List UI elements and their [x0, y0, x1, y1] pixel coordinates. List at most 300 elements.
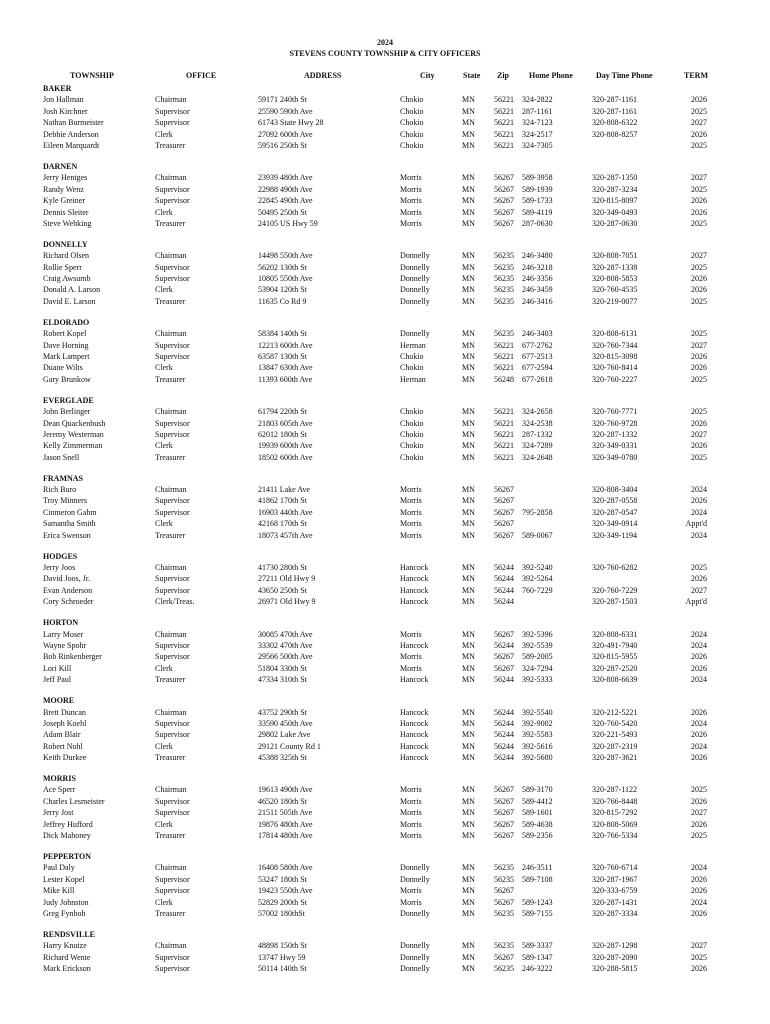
- officer-office: Supervisor: [155, 874, 190, 884]
- officer-office: Chairman: [155, 707, 187, 717]
- officer-row: [0, 819, 770, 830]
- officer-name: Dave Horning: [43, 340, 89, 350]
- officer-row: [0, 963, 770, 974]
- officer-name: Jon Hallman: [43, 95, 84, 105]
- officer-office: Supervisor: [155, 640, 190, 650]
- officer-day-phone: 320-349-1194: [592, 530, 638, 540]
- officer-term: Appt'd: [685, 597, 707, 607]
- officer-home-phone: 392-5680: [522, 753, 553, 763]
- officer-address: 33302 470th Ave: [258, 640, 313, 650]
- officer-state: MN: [462, 707, 475, 717]
- officer-address: 26971 Old Hwy 9: [258, 597, 316, 607]
- officer-term: 2024: [691, 485, 707, 495]
- officer-address: 42168 170th St: [258, 519, 307, 529]
- officer-address: 27211 Old Hwy 9: [258, 574, 316, 584]
- officer-city: Chokio: [400, 129, 424, 139]
- officer-term: 2027: [691, 585, 707, 595]
- officer-row: [0, 741, 770, 752]
- officer-home-phone: 392-5240: [522, 563, 553, 573]
- officer-state: MN: [462, 140, 475, 150]
- officer-city: Morris: [400, 785, 422, 795]
- officer-city: Chokio: [400, 118, 424, 128]
- officer-term: 2024: [691, 897, 707, 907]
- officer-home-phone: 589-4638: [522, 819, 553, 829]
- officer-term: 2024: [691, 640, 707, 650]
- officer-state: MN: [462, 585, 475, 595]
- officer-name: Josh Kirchner: [43, 106, 88, 116]
- officer-day-phone: 320-287-1431: [592, 897, 638, 907]
- officer-home-phone: 392-5540: [522, 707, 553, 717]
- officer-name: Judy Johnston: [43, 897, 89, 907]
- officer-term: 2025: [691, 262, 707, 272]
- officer-home-phone: 324-7294: [522, 663, 553, 673]
- officer-name: Gary Brunkow: [43, 374, 91, 384]
- officer-day-phone: 320-760-2227: [592, 374, 638, 384]
- officer-row: [0, 284, 770, 295]
- officer-term: 2025: [691, 407, 707, 417]
- officer-row: [0, 784, 770, 795]
- officer-day-phone: 320-287-1503: [592, 597, 638, 607]
- officer-zip: 56221: [494, 363, 514, 373]
- officer-home-phone: 392-5396: [522, 629, 553, 639]
- township-section: [0, 695, 770, 763]
- officer-city: Donnelly: [400, 329, 430, 339]
- officer-office: Treasurer: [155, 452, 186, 462]
- officer-state: MN: [462, 418, 475, 428]
- officer-address: 18502 600th Ave: [258, 452, 313, 462]
- officer-address: 30085 470th Ave: [258, 629, 313, 639]
- officer-term: 2024: [691, 863, 707, 873]
- officer-address: 47334 310th St: [258, 675, 307, 685]
- officer-state: MN: [462, 507, 475, 517]
- officer-address: 11635 Co Rd 9: [258, 296, 307, 306]
- officer-office: Supervisor: [155, 118, 190, 128]
- officer-row: [0, 106, 770, 117]
- officer-address: 21411 Lake Ave: [258, 485, 310, 495]
- officer-row: [0, 830, 770, 841]
- officer-row: [0, 351, 770, 362]
- officer-day-phone: 320-808-6639: [592, 675, 638, 685]
- officer-day-phone: 320-808-3404: [592, 485, 638, 495]
- officer-zip: 56267: [494, 519, 514, 529]
- officer-row: [0, 674, 770, 685]
- officer-city: Morris: [400, 652, 422, 662]
- officer-city: Donnelly: [400, 863, 430, 873]
- officer-office: Treasurer: [155, 753, 186, 763]
- officer-term: 2024: [691, 530, 707, 540]
- officer-office: Chairman: [155, 941, 187, 951]
- township-section: [0, 161, 770, 229]
- officer-address: 33590 450th Ave: [258, 718, 313, 728]
- officer-term: 2027: [691, 173, 707, 183]
- officer-row: [0, 952, 770, 963]
- officer-state: MN: [462, 251, 475, 261]
- officer-address: 14498 550th Ave: [258, 251, 313, 261]
- officer-zip: 56244: [494, 585, 514, 595]
- officer-home-phone: 246-3480: [522, 251, 553, 261]
- officer-name: Dick Mahoney: [43, 831, 91, 840]
- officer-name: Jerry Hentges: [43, 173, 88, 183]
- officer-address: 18073 457th Ave: [258, 530, 313, 540]
- officer-home-phone: 589-1733: [522, 196, 553, 206]
- officer-day-phone: 320-287-1161: [592, 106, 638, 116]
- officer-office: Supervisor: [155, 718, 190, 728]
- officer-home-phone: 246-3459: [522, 285, 553, 295]
- officer-home-phone: 589-3170: [522, 785, 553, 795]
- officer-city: Morris: [400, 173, 422, 183]
- officer-zip: 56221: [494, 429, 514, 439]
- officer-zip: 56267: [494, 819, 514, 829]
- officer-address: 24105 US Hwy 59: [258, 218, 318, 228]
- officer-office: Treasurer: [155, 530, 186, 540]
- township-section: [0, 617, 770, 685]
- officer-city: Morris: [400, 496, 422, 506]
- officer-name: Eileen Marquardt: [43, 140, 100, 150]
- officer-name: Joseph Koehl: [43, 718, 87, 728]
- officer-row: [0, 908, 770, 919]
- officer-home-phone: 287-0630: [522, 218, 553, 228]
- officer-zip: 56244: [494, 718, 514, 728]
- officer-zip: 56244: [494, 563, 514, 573]
- officer-zip: 56221: [494, 351, 514, 361]
- officer-home-phone: 324-7289: [522, 441, 553, 451]
- officer-day-phone: 320-287-1161: [592, 95, 638, 105]
- officer-state: MN: [462, 831, 475, 840]
- officer-name: Brett Duncan: [43, 707, 86, 717]
- officer-day-phone: 320-808-6331: [592, 629, 638, 639]
- header-township: TOWNSHIP: [70, 71, 114, 80]
- officer-day-phone: 320-760-7229: [592, 585, 638, 595]
- officer-state: MN: [462, 441, 475, 451]
- officer-name: Jeremy Westerman: [43, 429, 104, 439]
- officer-zip: 56244: [494, 730, 514, 740]
- officer-home-phone: 246-3356: [522, 274, 553, 284]
- officer-name: Jason Snell: [43, 452, 80, 462]
- officer-name: Wayne Spohr: [43, 640, 87, 650]
- officer-office: Supervisor: [155, 262, 190, 272]
- officer-city: Donnelly: [400, 296, 430, 306]
- officer-zip: 56244: [494, 675, 514, 685]
- officer-term: 2026: [691, 129, 707, 139]
- township-name: DARNEN: [43, 161, 78, 171]
- township-name: HODGES: [43, 551, 78, 561]
- officer-city: Hancock: [400, 563, 429, 573]
- officer-state: MN: [462, 184, 475, 194]
- officer-home-phone: 392-5616: [522, 741, 553, 751]
- officer-address: 25590 590th Ave: [258, 106, 313, 116]
- officer-day-phone: 320-349-0331: [592, 441, 638, 451]
- officer-zip: 56235: [494, 274, 514, 284]
- officer-city: Donnelly: [400, 952, 430, 962]
- officer-state: MN: [462, 753, 475, 763]
- officer-address: 41862 170th St: [258, 496, 307, 506]
- header-day-phone: Day Time Phone: [596, 71, 653, 80]
- officer-city: Chokio: [400, 140, 424, 150]
- officer-day-phone: 320-349-0780: [592, 452, 638, 462]
- officer-state: MN: [462, 897, 475, 907]
- officer-name: John Berlinger: [43, 407, 91, 417]
- officer-office: Supervisor: [155, 429, 190, 439]
- officer-home-phone: 246-3222: [522, 964, 553, 974]
- officer-zip: 56235: [494, 964, 514, 974]
- officer-city: Chokio: [400, 95, 424, 105]
- officer-city: Morris: [400, 519, 422, 529]
- officer-state: MN: [462, 652, 475, 662]
- officer-office: Supervisor: [155, 496, 190, 506]
- officer-office: Supervisor: [155, 952, 190, 962]
- officer-city: Morris: [400, 796, 422, 806]
- officer-day-phone: 320-760-5420: [592, 718, 638, 728]
- officer-address: 51804 330th St: [258, 663, 307, 673]
- officer-state: MN: [462, 218, 475, 228]
- header-zip: Zip: [497, 71, 510, 80]
- officer-city: Donnelly: [400, 274, 430, 284]
- officer-row: [0, 172, 770, 183]
- officer-office: Supervisor: [155, 340, 190, 350]
- officer-state: MN: [462, 952, 475, 962]
- officer-zip: 56221: [494, 407, 514, 417]
- officer-day-phone: 320-760-4535: [592, 285, 638, 295]
- officer-row: [0, 129, 770, 140]
- header-address: ADDRESS: [304, 71, 342, 80]
- officer-day-phone: 320-287-3234: [592, 184, 638, 194]
- officer-term: 2026: [691, 874, 707, 884]
- officer-term: 2026: [691, 886, 707, 896]
- officer-zip: 56235: [494, 251, 514, 261]
- officer-state: MN: [462, 106, 475, 116]
- officer-office: Chairman: [155, 251, 187, 261]
- officer-home-phone: 246-3403: [522, 329, 553, 339]
- officer-office: Supervisor: [155, 274, 190, 284]
- officer-term: 2025: [691, 952, 707, 962]
- officer-home-phone: 392-9002: [522, 718, 553, 728]
- officer-day-phone: 320-287-0547: [592, 507, 638, 517]
- officer-address: 53904 120th St: [258, 285, 307, 295]
- officer-term: 2026: [691, 196, 707, 206]
- officer-state: MN: [462, 663, 475, 673]
- officer-term: 2025: [691, 452, 707, 462]
- officer-name: Kelly Zimmerman: [43, 441, 103, 451]
- officer-state: MN: [462, 808, 475, 818]
- document-title: STEVENS COUNTY TOWNSHIP & CITY OFFICERS: [289, 49, 481, 58]
- officer-address: 22988 490th Ave: [258, 184, 313, 194]
- officer-office: Clerk: [155, 519, 173, 529]
- officer-name: Samantha Smith: [43, 519, 96, 529]
- officer-address: 61794 220th St: [258, 407, 307, 417]
- officer-day-phone: 320-287-1967: [592, 874, 638, 884]
- officer-name: Greg Fynboh: [43, 908, 86, 918]
- officer-row: [0, 262, 770, 273]
- officer-city: Hancock: [400, 718, 429, 728]
- officer-home-phone: 589-4119: [522, 207, 553, 217]
- officer-name: Richard Olsen: [43, 251, 89, 261]
- officer-state: MN: [462, 274, 475, 284]
- officer-row: [0, 418, 770, 429]
- officer-term: 2027: [691, 941, 707, 951]
- officer-zip: 56244: [494, 741, 514, 751]
- officer-zip: 56267: [494, 886, 514, 896]
- officer-zip: 56267: [494, 496, 514, 506]
- officer-state: MN: [462, 407, 475, 417]
- officer-home-phone: 392-5264: [522, 574, 553, 584]
- officer-state: MN: [462, 129, 475, 139]
- officer-row: [0, 862, 770, 873]
- officer-term: 2025: [691, 374, 707, 384]
- officer-home-phone: 589-1347: [522, 952, 553, 962]
- officer-day-phone: 320-287-1122: [592, 785, 638, 795]
- officer-state: MN: [462, 351, 475, 361]
- officer-zip: 56267: [494, 652, 514, 662]
- officer-city: Donnelly: [400, 941, 430, 951]
- officer-day-phone: 320-815-3098: [592, 351, 638, 361]
- officer-zip: 56235: [494, 296, 514, 306]
- officer-row: [0, 640, 770, 651]
- officer-term: 2026: [691, 496, 707, 506]
- officer-home-phone: 589-2005: [522, 652, 553, 662]
- officer-term: 2027: [691, 808, 707, 818]
- officer-term: 2025: [691, 831, 707, 840]
- officer-term: 2025: [691, 563, 707, 573]
- officer-city: Hancock: [400, 707, 429, 717]
- officer-row: [0, 530, 770, 541]
- table-header: [0, 71, 770, 83]
- officer-zip: 56267: [494, 196, 514, 206]
- officer-office: Chairman: [155, 173, 187, 183]
- officer-home-phone: 324-2538: [522, 418, 553, 428]
- officer-state: MN: [462, 363, 475, 373]
- officer-office: Chairman: [155, 629, 187, 639]
- officer-row: [0, 585, 770, 596]
- officer-row: [0, 184, 770, 195]
- officer-zip: 56267: [494, 184, 514, 194]
- officer-zip: 56267: [494, 629, 514, 639]
- officer-address: 13747 Hwy 59: [258, 952, 306, 962]
- officer-city: Morris: [400, 819, 422, 829]
- officer-row: [0, 629, 770, 640]
- officer-state: MN: [462, 718, 475, 728]
- officer-day-phone: 320-219-0077: [592, 296, 638, 306]
- officer-state: MN: [462, 741, 475, 751]
- officer-state: MN: [462, 574, 475, 584]
- officer-day-phone: 320-349-0493: [592, 207, 638, 217]
- officer-name: Harry Knutze: [43, 941, 87, 951]
- officer-day-phone: 320-287-1350: [592, 173, 638, 183]
- officer-name: Lester Kopel: [43, 874, 85, 884]
- officer-day-phone: 320-287-0558: [592, 496, 638, 506]
- officer-office: Treasurer: [155, 831, 186, 840]
- officer-office: Supervisor: [155, 652, 190, 662]
- officer-state: MN: [462, 95, 475, 105]
- officer-state: MN: [462, 730, 475, 740]
- officer-office: Supervisor: [155, 585, 190, 595]
- officer-row: [0, 117, 770, 128]
- officer-state: MN: [462, 964, 475, 974]
- officer-day-phone: 320-287-0630: [592, 218, 638, 228]
- officer-city: Chokio: [400, 106, 424, 116]
- officer-day-phone: 320-287-2090: [592, 952, 638, 962]
- township-name: PEPPERTON: [43, 851, 92, 861]
- officer-office: Supervisor: [155, 418, 190, 428]
- officer-city: Morris: [400, 629, 422, 639]
- officer-address: 19939 600th Ave: [258, 441, 313, 451]
- officer-city: Hancock: [400, 574, 429, 584]
- officer-term: 2027: [691, 340, 707, 350]
- officer-home-phone: 677-2762: [522, 340, 553, 350]
- officer-address: 16903 440th Ave: [258, 507, 313, 517]
- officer-city: Morris: [400, 184, 422, 194]
- officer-name: Dean Quackenbush: [43, 418, 106, 428]
- officer-zip: 56248: [494, 374, 514, 384]
- officer-office: Clerk: [155, 129, 173, 139]
- officer-city: Morris: [400, 663, 422, 673]
- officer-office: Treasurer: [155, 140, 186, 150]
- officer-state: MN: [462, 429, 475, 439]
- officer-office: Clerk: [155, 207, 173, 217]
- officer-city: Morris: [400, 808, 422, 818]
- officer-zip: 56267: [494, 785, 514, 795]
- officer-name: Ace Sperr: [43, 785, 76, 795]
- officer-term: 2027: [691, 429, 707, 439]
- officer-zip: 56235: [494, 941, 514, 951]
- township-section: [0, 317, 770, 385]
- township-section: [0, 83, 770, 151]
- officer-city: Chokio: [400, 363, 424, 373]
- officer-zip: 56221: [494, 118, 514, 128]
- officer-state: MN: [462, 329, 475, 339]
- officer-row: [0, 897, 770, 908]
- officer-name: Dennis Sleiter: [43, 207, 89, 217]
- officer-name: Jerry Joos: [43, 563, 76, 573]
- officer-term: 2025: [691, 218, 707, 228]
- officer-state: MN: [462, 374, 475, 384]
- officer-address: 45388 325th St: [258, 753, 307, 763]
- header-office: OFFICE: [186, 71, 217, 80]
- officer-term: 2026: [691, 351, 707, 361]
- officer-zip: 56244: [494, 753, 514, 763]
- officer-home-phone: 287-1161: [522, 106, 553, 116]
- officer-home-phone: 324-2658: [522, 407, 553, 417]
- officer-state: MN: [462, 296, 475, 306]
- officer-city: Morris: [400, 530, 422, 540]
- officer-city: Donnelly: [400, 285, 430, 295]
- officer-day-phone: 320-760-7344: [592, 340, 638, 350]
- officer-zip: 56235: [494, 874, 514, 884]
- officer-address: 16408 580th Ave: [258, 863, 313, 873]
- officer-state: MN: [462, 908, 475, 918]
- officer-city: Morris: [400, 218, 422, 228]
- officer-city: Donnelly: [400, 262, 430, 272]
- officer-name: Debbie Anderson: [43, 129, 99, 139]
- officer-office: Clerk: [155, 741, 173, 751]
- officer-office: Supervisor: [155, 886, 190, 896]
- officer-term: 2024: [691, 675, 707, 685]
- officer-row: [0, 484, 770, 495]
- officer-state: MN: [462, 173, 475, 183]
- officer-day-phone: 320-808-6131: [592, 329, 638, 339]
- township-name: DONNELLY: [43, 239, 88, 249]
- officer-zip: 56221: [494, 441, 514, 451]
- officer-state: MN: [462, 796, 475, 806]
- officer-city: Donnelly: [400, 251, 430, 261]
- officer-row: [0, 273, 770, 284]
- officer-home-phone: 589-3337: [522, 941, 553, 951]
- officer-row: [0, 207, 770, 218]
- officer-term: 2024: [691, 741, 707, 751]
- officer-state: MN: [462, 196, 475, 206]
- officer-city: Hancock: [400, 675, 429, 685]
- officer-home-phone: 589-3958: [522, 173, 553, 183]
- officer-row: [0, 140, 770, 151]
